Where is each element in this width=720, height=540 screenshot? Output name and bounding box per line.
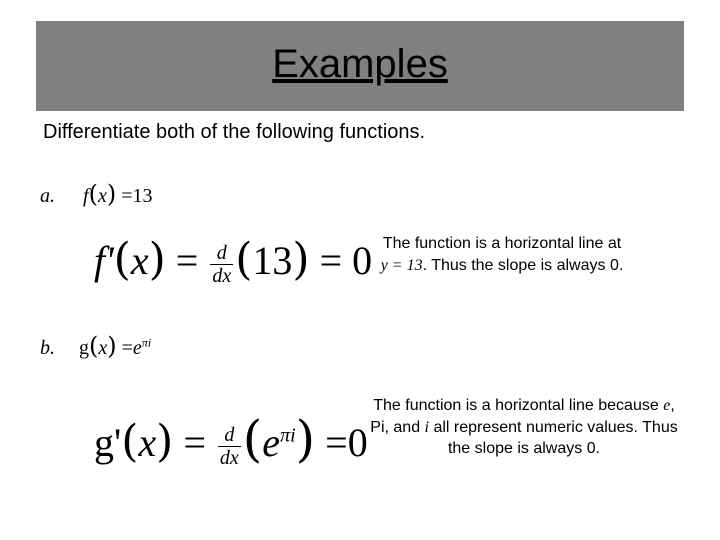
page-title: Examples [272,42,448,86]
problem-b-derivative-base: e [262,420,281,465]
problem-a-label: a. [40,185,55,207]
problem-b-d-dx: $\frac{d}{dx}$ [219,424,239,470]
problem-b-derivative: g'(x) = $\frac{d}{dx}$ $(e^{\pi i}) =0$ [94,410,368,470]
problem-b-result: 0 [347,420,368,465]
problem-a-note [352,233,652,276]
problem-a-equals: = [121,185,133,207]
problem-b-note-part4: all represent numeric values. Thus [433,418,678,436]
instruction-text: Differentiate both of the following functions. [43,121,426,143]
problem-b-note-part3: Pi, and [370,418,421,436]
problem-a-note-math: y = 13 [380,256,423,274]
problem-a-result-equals: = [319,238,343,283]
problem-a-constant: 13 [132,185,153,207]
problem-b-derivative-variable: x [138,420,157,465]
problem-b-variable: x [98,337,108,359]
problem-a-derivative-variable: x [130,238,149,283]
problem-a-derivative-equals: = [175,238,199,283]
problem-a-variable: x [97,185,107,207]
problem-a-result: 0 [352,238,373,283]
problem-b-note [343,395,705,460]
problem-b-function-name: g [79,337,89,359]
problem-b-derivative-name: g' [94,420,122,465]
problem-b-base: e [132,337,142,359]
problem-b-note-part2: , [670,397,675,414]
problem-b-label: b. [40,337,55,359]
problem-a-note-line1: The function is a horizontal line at [382,235,622,252]
problem-b-derivative-exponent: πi [280,424,296,447]
problem-b-exponent: πi [141,335,152,350]
problem-b-equals: = [121,337,133,359]
problem-a-derivative-constant: 13 [252,238,293,283]
problem-b-note-e: e [663,397,671,414]
problem-a-statement: a. f(x) =13 [40,180,153,208]
problem-a-derivative-name: f' [94,238,114,283]
problem-b-note-i: i [424,418,429,436]
problem-b-note-part1: The function is a horizontal line because [373,397,659,414]
problem-a-note-line2: . Thus the slope is always 0. [422,256,624,274]
problem-b-note-part5: the slope is always 0. [447,440,601,458]
problem-a-derivative: f'(x) = $\frac{d}{dx}$ (13) = 0 [94,234,373,288]
problem-a-d-dx: $\frac{d}{dx}$ [212,242,232,288]
problem-b-derivative-equals: = [183,420,206,465]
problem-b-statement: b. $g(x) =e^{\pi i}$ [40,332,152,360]
problem-b-result-equals: = [325,420,348,465]
problem-a-function-name: f [83,185,89,207]
